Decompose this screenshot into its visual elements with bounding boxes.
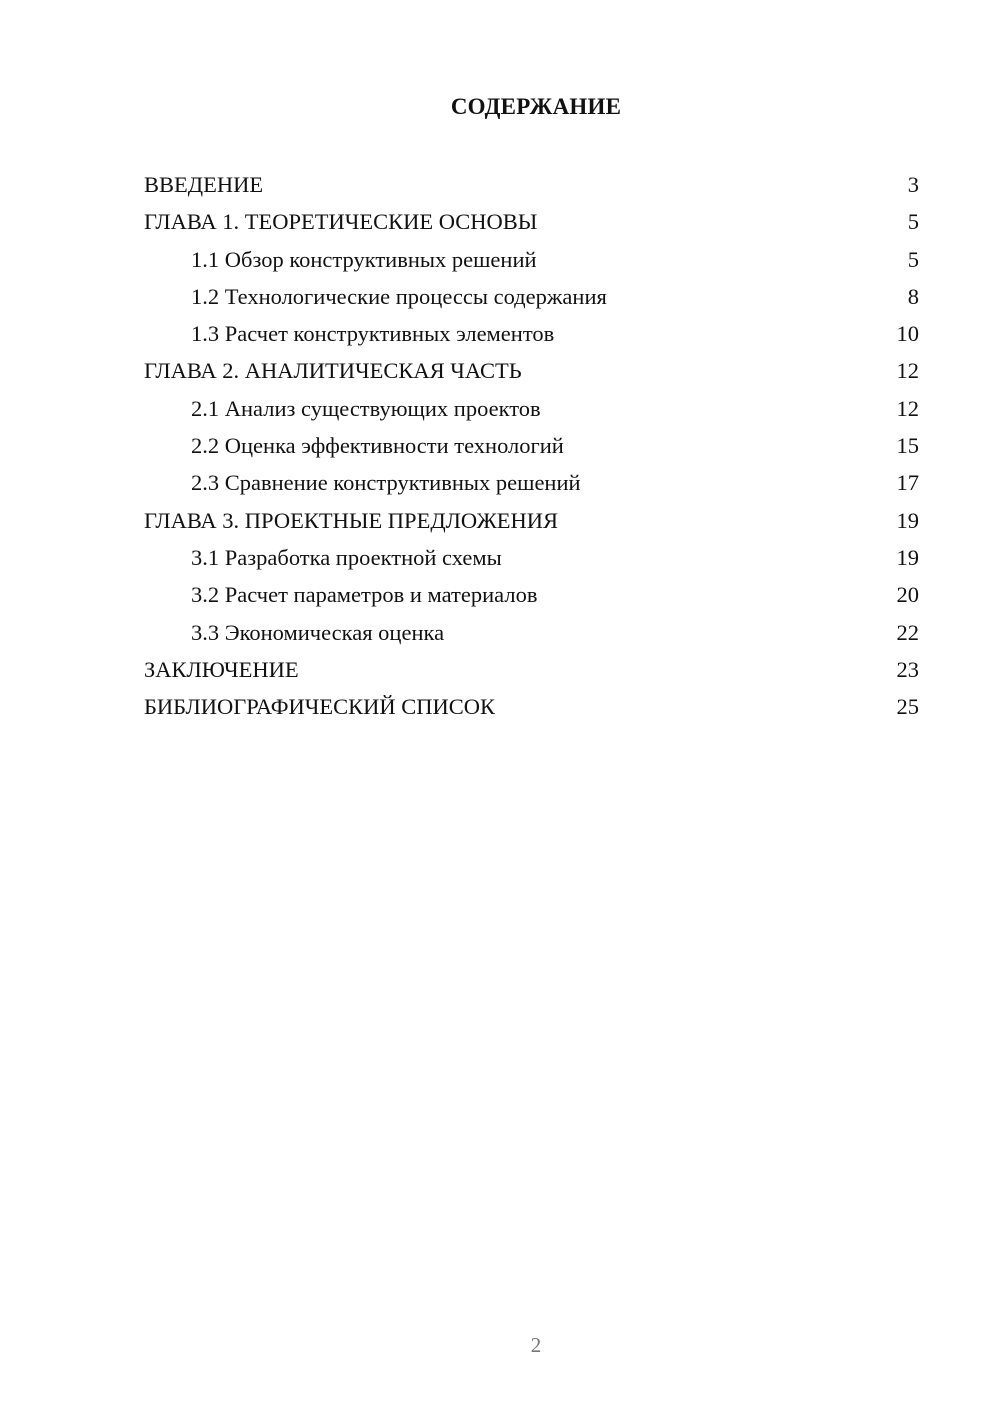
toc-row [144,614,919,651]
toc-entry-page: 8 [907,283,919,309]
toc-entry-page: 20 [896,582,919,608]
toc-entry-label: 2.2 Оценка эффективности технологий [191,433,564,459]
toc-row [144,539,919,576]
page-title: СОДЕРЖАНИЕ [450,94,622,119]
toc-entry-page: 5 [907,209,919,235]
toc-entry-label: 2.3 Сравнение конструктивных решений [191,470,581,496]
toc-entry-label: ВВЕДЕНИЕ [144,172,264,197]
toc-row [144,278,919,315]
toc-entry-label: 1.2 Технологические процессы содержания [191,283,607,309]
toc-row [144,576,919,613]
toc-row [144,390,919,427]
toc-row [144,166,919,203]
toc-entry-page: 12 [896,395,919,421]
toc-row [144,315,919,352]
toc-row [144,203,919,240]
toc-entry-page: 17 [896,470,919,496]
toc-row [144,427,919,464]
toc-entry-page: 3 [907,172,919,197]
toc-entry-page: 19 [896,507,919,533]
toc-entry-page: 19 [896,544,919,570]
page-number: 2 [530,1333,542,1357]
toc-row [144,688,919,725]
toc-entry-page: 23 [896,656,919,682]
table-of-contents [144,166,919,725]
toc-entry-page: 12 [896,358,919,384]
toc-entry-label: 2.1 Анализ существующих проектов [191,395,541,421]
toc-entry-label: 1.3 Расчет конструктивных элементов [191,321,555,347]
toc-entry-label: 3.3 Экономическая оценка [191,619,445,645]
toc-entry-label: ГЛАВА 1. ТЕОРЕТИЧЕСКИЕ ОСНОВЫ [144,209,538,235]
toc-row [144,464,919,501]
toc-entry-page: 25 [896,694,919,720]
toc-entry-label: ГЛАВА 3. ПРОЕКТНЫЕ ПРЕДЛОЖЕНИЯ [144,507,559,533]
toc-entry-page: 10 [896,321,919,347]
toc-row [144,352,919,389]
toc-row [144,502,919,539]
toc-entry-label: ЗАКЛЮЧЕНИЕ [144,656,299,682]
toc-row [144,651,919,688]
toc-entry-page: 22 [896,619,919,645]
toc-entry-label: 3.2 Расчет параметров и материалов [191,582,538,608]
toc-entry-label: БИБЛИОГРАФИЧЕСКИЙ СПИСОК [144,694,496,720]
toc-entry-label: 3.1 Разработка проектной схемы [191,544,502,570]
toc-entry-label: 1.1 Обзор конструктивных решений [191,246,537,272]
toc-entry-page: 15 [896,433,919,459]
toc-entry-label: ГЛАВА 2. АНАЛИТИЧЕСКАЯ ЧАСТЬ [144,358,522,384]
toc-entry-page: 5 [907,246,919,272]
toc-row [144,241,919,278]
